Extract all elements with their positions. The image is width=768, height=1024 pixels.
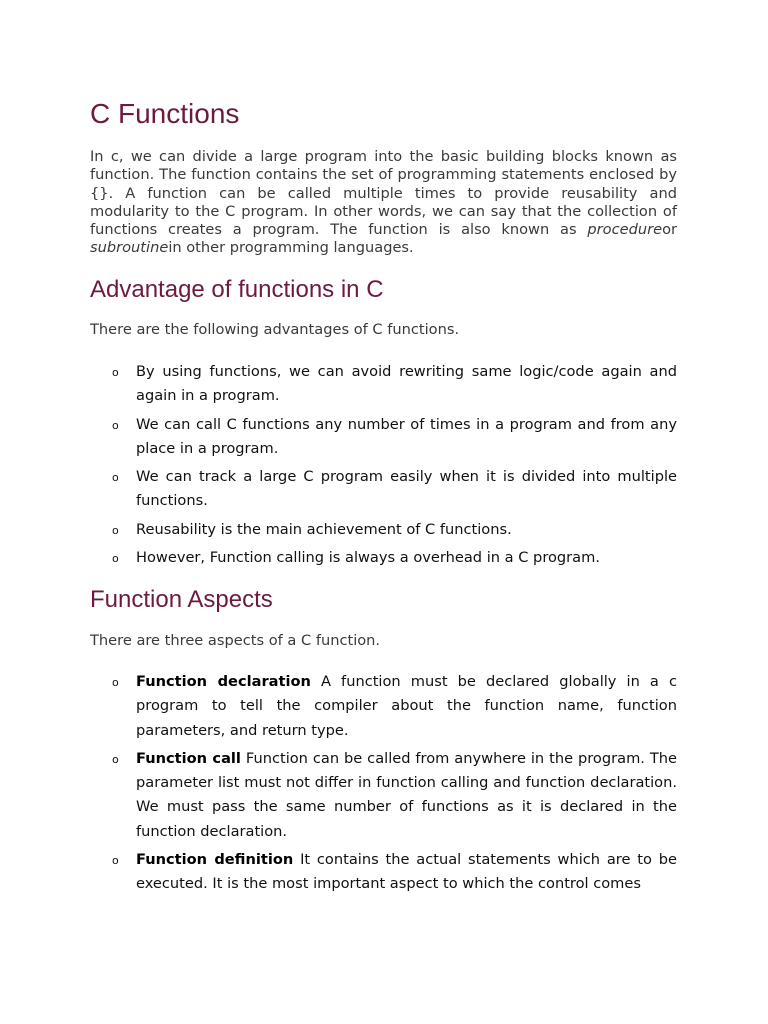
term-function-call: Function call	[136, 749, 241, 767]
list-item	[90, 465, 677, 514]
list-item	[90, 518, 677, 542]
list-item-text: By using functions, we can avoid rewriting same logic/code again and again in a program.	[136, 363, 677, 405]
bullet-icon: o	[112, 752, 119, 766]
list-item	[90, 747, 677, 844]
bullet-icon: o	[112, 471, 119, 485]
intro-paragraph	[90, 148, 677, 258]
intro-text-2: or	[662, 221, 677, 239]
aspects-intro: There are three aspects of a C function.	[90, 632, 381, 649]
list-item-text: We can call C functions any number of times in a program and from any place in a program.	[136, 415, 677, 457]
list-item-text: Reusability is the main achievement of C functions.	[136, 520, 512, 538]
term-function-declaration: Function declaration	[136, 673, 311, 690]
list-item-text: It contains the actual statements which are to be executed. It is the most important aspect to which the control comes	[136, 851, 677, 893]
list-item	[90, 413, 677, 462]
bullet-icon: o	[112, 676, 119, 689]
aspects-list-viewport	[90, 670, 690, 900]
aspects-list	[90, 670, 677, 900]
page-title: C Functions	[90, 98, 240, 129]
list-item	[90, 360, 677, 409]
bullet-icon: o	[112, 366, 119, 379]
advantages-intro: There are the following advantages of C functions.	[90, 321, 460, 338]
list-item	[90, 670, 677, 743]
intro-emphasis-subroutine: subroutine	[90, 239, 169, 257]
advantages-list	[90, 360, 677, 574]
bullet-icon: o	[112, 418, 119, 432]
list-item-text: We can track a large C program easily when it is divided into multiple functions.	[136, 468, 677, 510]
advantages-heading: Advantage of functions in C	[90, 276, 384, 303]
list-item-text: However, Function calling is always a overhead in a C program.	[136, 549, 600, 567]
intro-emphasis-procedure: procedure	[587, 221, 663, 239]
bullet-icon: o	[112, 854, 119, 868]
aspects-heading: Function Aspects	[90, 586, 273, 613]
list-item	[90, 546, 677, 570]
intro-text-1: In c, we can divide a large program into the basic building blocks known as function. The function contains the set of programming statements enclosed by {}. A function can be called multiple times to provide reusability and modularity to the C program. In other words, we can say that the collection of functions creates a program. The function is also known as	[90, 148, 677, 239]
list-item	[90, 848, 677, 897]
bullet-icon: o	[112, 552, 119, 566]
intro-text-3: in other programming languages.	[168, 239, 414, 257]
list-item-text: Function can be called from anywhere in the program. The parameter list must not differ in function calling and function declaration. We must pass the same number of functions as it is declared in the function declaration.	[136, 749, 677, 840]
bullet-icon: o	[112, 523, 119, 537]
term-function-definition: Function definition	[136, 851, 294, 869]
list-item-text: A function must be declared globally in a c program to tell the compiler about the function name, function parameters, and return type.	[136, 673, 677, 739]
